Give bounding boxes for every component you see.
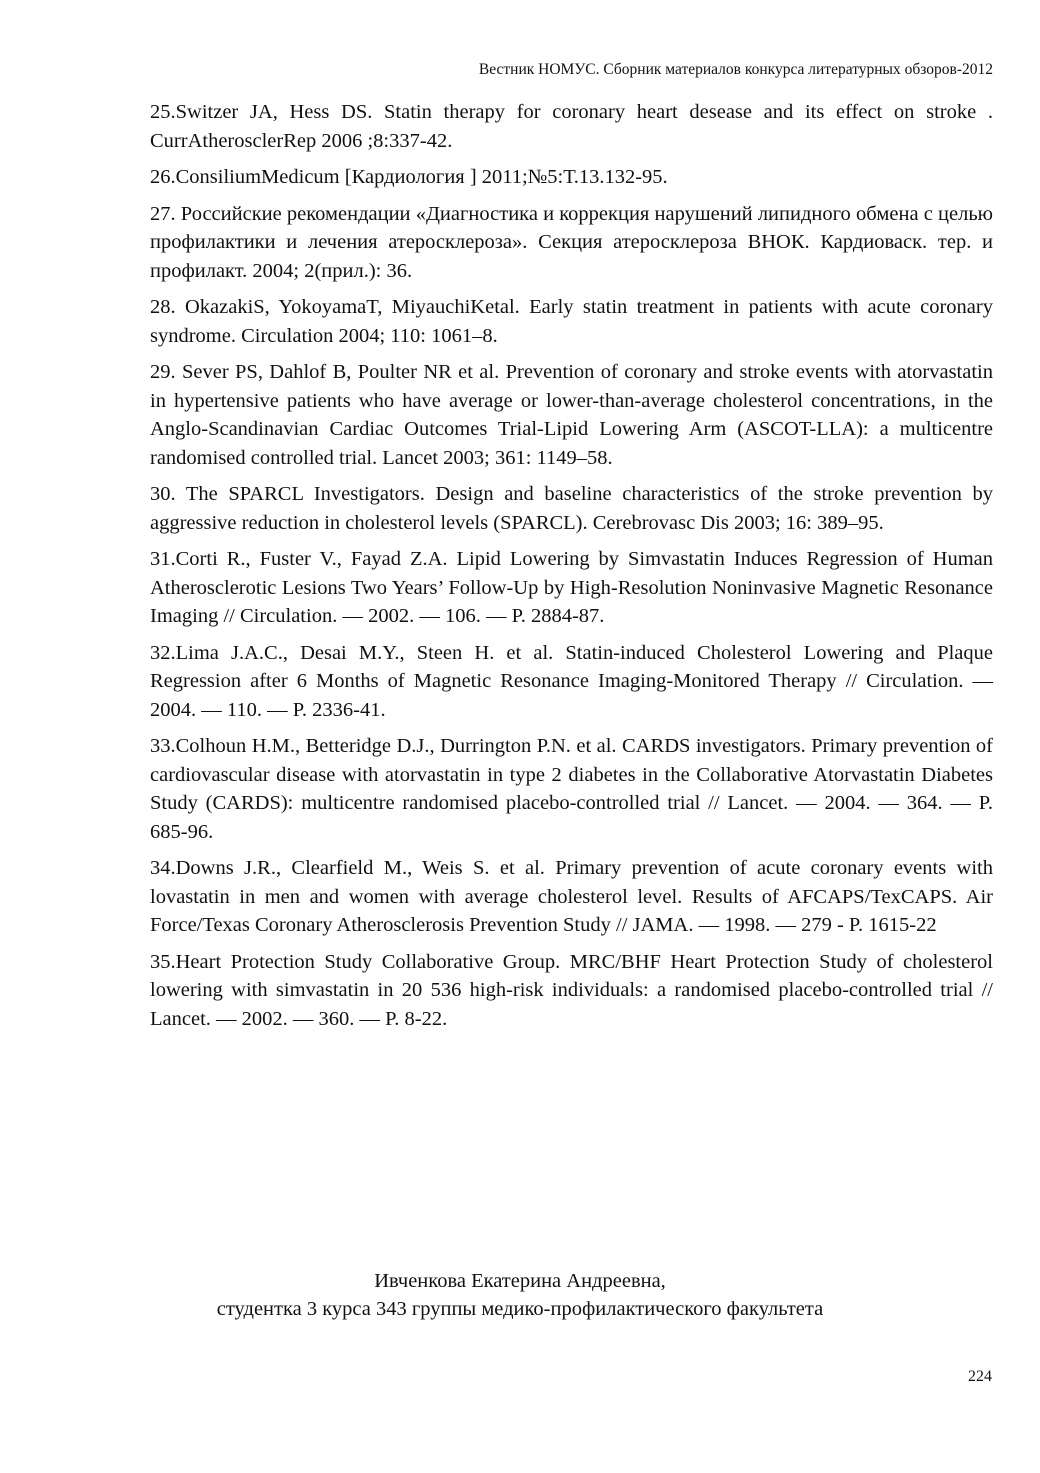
reference-item: 34.Downs J.R., Clearfield M., Weis S. et al. Primary prevention of acute coronary events with lovastatin in men and women with average cholesterol level. Results of AFCAPS/TexCAPS. Air Force/Texas Coronary Atherosclerosis Prevention Study // JAMA. — 1998. — 279 - P. 1615-22	[150, 857, 993, 936]
reference-item: 35.Heart Protection Study Collaborative Group. MRC/BHF Heart Protection Study of cholesterol lowering with simvastatin in 20 536 high-risk individuals: a randomised placebo-controlled trial // Lancet. — 2002. — 360. — P. 8-22.	[150, 950, 993, 1030]
running-header: Вестник НОМУС. Сборник материалов конкурса литературных обзоров-2012	[478, 61, 993, 78]
reference-item: 30. The SPARCL Investigators. Design and baseline characteristics of the stroke prevention by aggressive reduction in cholesterol levels (SPARCL). Cerebrovasc Dis 2003; 16: 389–95.	[150, 483, 993, 534]
reference-item: 27. Российские рекомендации «Диагностика и коррекция нарушений липидного обмена с целью профилактики и лечения атеросклероза». Секция атеросклероза ВНОК. Кардиоваск. тер. и профилакт. 2004; 2(прил.): 36.	[150, 202, 993, 282]
page-number: 224	[968, 1368, 992, 1385]
reference-item: 26.ConsiliumMedicum [Кардиология ] 2011;№5:Т.13.132-95.	[150, 166, 668, 188]
author-block	[0, 1267, 1040, 1323]
reference-item: 29. Sever PS, Dahlof B, Poulter NR et al. Prevention of coronary and stroke events with atorvastatin in hypertensive patients who have average or lower-than-average cholesterol concentrations, in the Anglo-Scandinavian Cardiac Outcomes Trial-Lipid Lowering Arm (ASCOT-LLA): a multicentre randomised controlled trial. Lancet 2003; 361: 1149–58.	[150, 361, 993, 469]
author-name: Ивченкова Екатерина Андреевна,	[374, 1270, 666, 1292]
reference-item: 25.Switzer JA, Hess DS. Statin therapy for coronary heart desease and its effect on stroke . CurrAtherosclerRep 2006 ;8:337-42.	[150, 101, 993, 152]
reference-item: 33.Colhoun H.M., Betteridge D.J., Durrington P.N. et al. CARDS investigators. Primary prevention of cardiovascular disease with atorvastatin in type 2 diabetes in the Collaborative Atorvastatin Diabetes Study (CARDS): multicentre randomised placebo-controlled trial // Lancet. — 2004. — 364. — P. 685-96.	[150, 735, 993, 843]
author-affiliation: студентка 3 курса 343 группы медико-профилактического факультета	[216, 1298, 824, 1320]
reference-item: 28. OkazakiS, YokoyamaT, MiyauchiKetal. Early statin treatment in patients with acute coronary syndrome. Circulation 2004; 110: 1061–8.	[150, 296, 993, 347]
reference-item: 32.Lima J.A.C., Desai M.Y., Steen H. et al. Statin-induced Cholesterol Lowering and Plaque Regression after 6 Months of Magnetic Resonance Imaging-Monitored Therapy // Circulation. — 2004. — 110. — P. 2336-41.	[150, 641, 993, 721]
reference-list	[150, 98, 993, 1041]
reference-item: 31.Corti R., Fuster V., Fayad Z.A. Lipid Lowering by Simvastatin Induces Regression of Human Atherosclerotic Lesions Two Years’ Follow-Up by High-Resolution Noninvasive Magnetic Resonance Imaging // Circulation. — 2002. — 106. — P. 2884-87.	[150, 548, 993, 627]
